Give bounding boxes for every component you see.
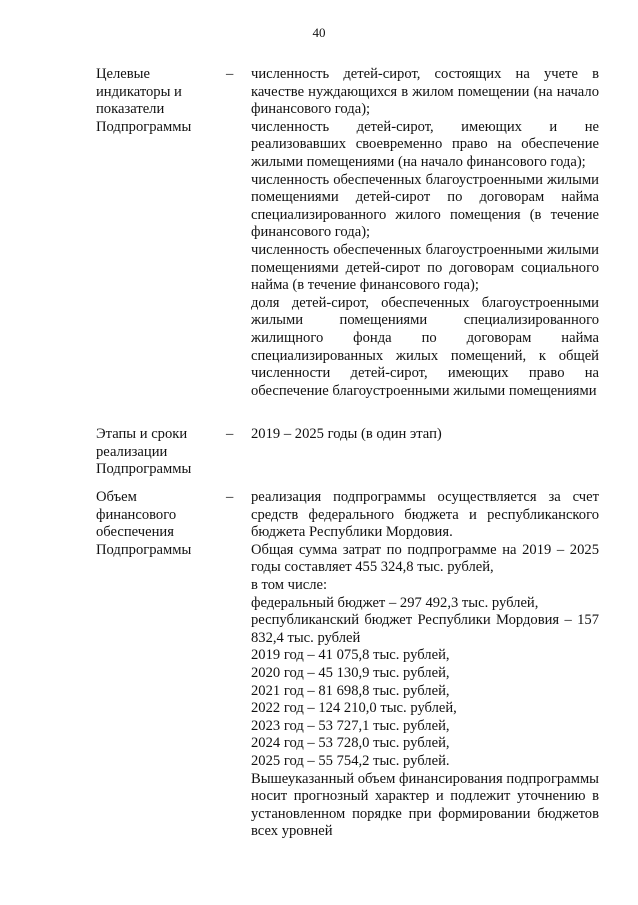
paragraph: численность обеспеченных благоустроенными жилыми помещениями детей-сирот по договорам найма специализированного жилого помещения (в течение финансового года); — [251, 171, 599, 241]
paragraph: доля детей-сирот, обеспеченных благоустроенными жилыми помещениями специализированного жилищного фонда по договорам найма специализированных жилых помещений, к общей численности детей-сирот, имеющих право на обеспечение благоустроенными жилыми помещениями — [251, 294, 599, 399]
paragraph: численность детей-сирот, состоящих на учете в качестве нуждающихся в жилом помещении (на начало финансового года); — [251, 66, 599, 118]
paragraph: Общая сумма затрат по подпрограмме на 2019 – 2025 годы составляет 455 324,8 тыс. рублей, — [251, 541, 599, 576]
paragraph: численность детей-сирот, имеющих и не реализовавших своевременно право на обеспечение жилыми помещениями (на начало финансового года); — [251, 118, 599, 170]
paragraph: 2025 год – 55 754,2 тыс. рублей. — [251, 752, 450, 769]
paragraph: реализация подпрограммы осуществляется за счет средств федерального бюджета и республиканского бюджета Республики Мордовия. — [251, 489, 599, 541]
paragraph: 2022 год – 124 210,0 тыс. рублей, — [251, 700, 457, 717]
section-content-funding — [251, 489, 599, 841]
paragraph: Вышеуказанный объем финансирования подпрограммы носит прогнозный характер и подлежит уточнению в установленном порядке при формировании бюджетов всех уровней — [251, 770, 599, 840]
paragraph: 2019 – 2025 годы (в один этап) — [251, 426, 442, 442]
section-dash-funding: – — [226, 489, 234, 505]
paragraph: 2020 год – 45 130,9 тыс. рублей, — [251, 664, 450, 681]
section-label-stages: Этапы и сроки реализации Подпрограммы — [96, 426, 192, 478]
paragraph: 2019 год – 41 075,8 тыс. рублей, — [251, 647, 450, 664]
paragraph: в том числе: — [251, 576, 328, 593]
section-label-funding: Объем финансового обеспечения Подпрограммы — [96, 489, 192, 558]
paragraph: численность обеспеченных благоустроенными жилыми помещениями детей-сирот по договорам социального найма (в течение финансового года); — [251, 241, 599, 294]
section-content-stages — [251, 426, 599, 444]
paragraph: республиканский бюджет Республики Мордовия – 157 832,4 тыс. рублей — [251, 612, 599, 646]
section-label-indicators: Целевые индикаторы и показатели Подпрограммы — [96, 66, 192, 135]
page-number: 40 — [312, 25, 326, 40]
paragraph: 2021 год – 81 698,8 тыс. рублей, — [251, 682, 450, 699]
section-dash-stages: – — [226, 426, 234, 442]
paragraph: федеральный бюджет – 297 492,3 тыс. рублей, — [251, 594, 539, 611]
paragraph: 2024 год – 53 728,0 тыс. рублей, — [251, 735, 450, 752]
section-dash-indicators: – — [226, 66, 234, 82]
section-content-indicators — [251, 66, 599, 400]
paragraph: 2023 год – 53 727,1 тыс. рублей, — [251, 717, 450, 734]
